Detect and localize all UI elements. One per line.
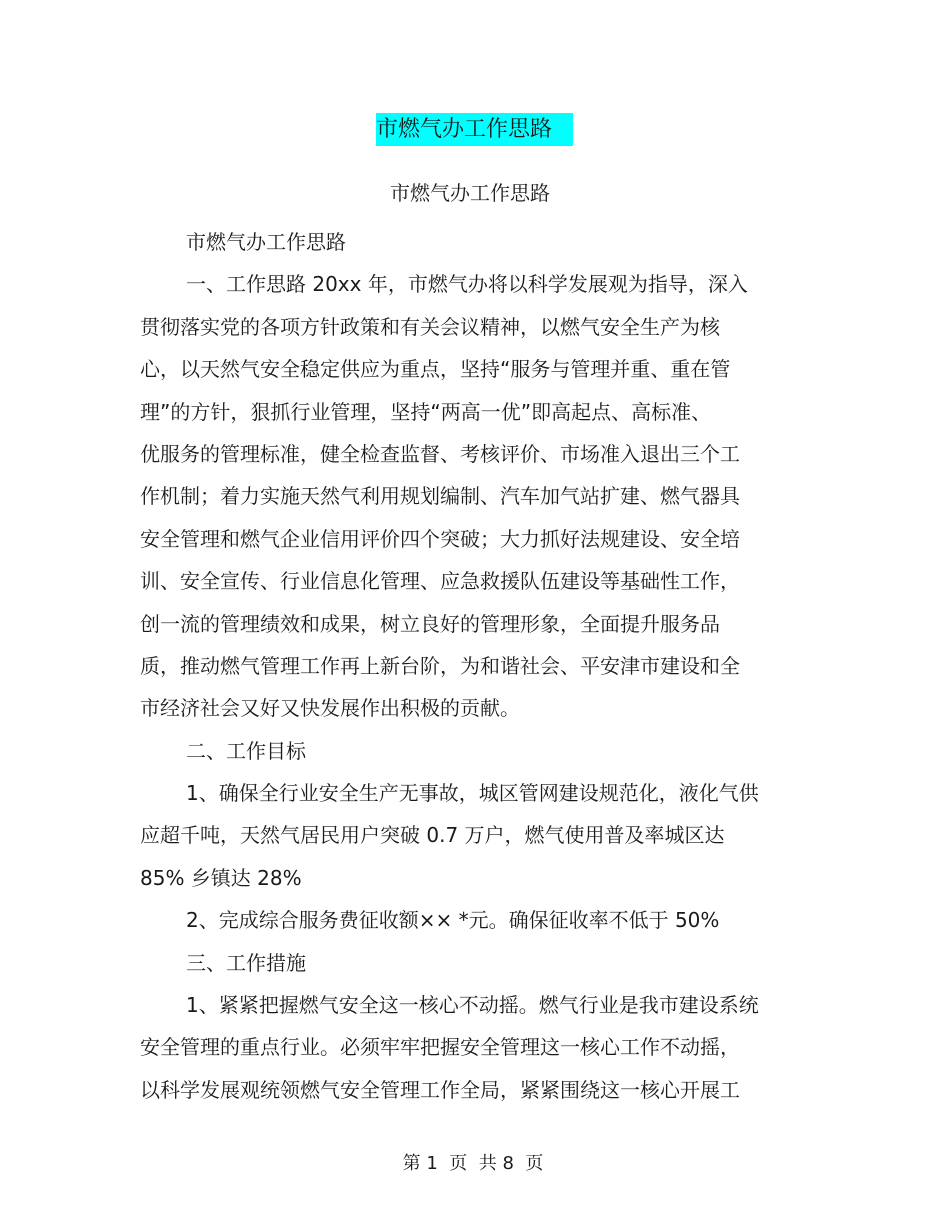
text-line: 二、工作目标: [186, 738, 306, 763]
text-line: 安全管理和燃气企业信用评价四个突破；大力抓好法规建设、安全培: [140, 526, 740, 551]
text-line: 理”的方针，狠抓行业管理，坚持“两高一优”即高起点、高标准、: [140, 399, 712, 424]
text-line: 应超千吨，天然气居民用户突破 0.7 万户，燃气使用普及率城区达: [140, 823, 725, 848]
text-line: 市经济社会又好又快发展作出积极的贡献。: [140, 696, 520, 721]
text-line: 质，推动燃气管理工作再上新台阶，为和谐社会、平安津市建设和全: [140, 653, 740, 678]
text-line: 以科学发展观统领燃气安全管理工作全局，紧紧围绕这一核心开展工: [140, 1077, 740, 1102]
text-line: 优服务的管理标准，健全检查监督、考核评价、市场准入退出三个工: [140, 441, 740, 466]
text-line: 训、安全宣传、行业信息化管理、应急救援队伍建设等基础性工作，: [140, 569, 740, 594]
document-subtitle: 市燃气办工作思路: [390, 181, 550, 205]
text-line: 三、工作措施: [186, 950, 306, 975]
text-line: 作机制；着力实施天然气利用规划编制、汽车加气站扩建、燃气器具: [140, 484, 740, 509]
highlighted-title-box: [376, 113, 573, 146]
text-line: 85% 乡镇达 28%: [140, 865, 302, 890]
text-line: 安全管理的重点行业。必须牢牢把握安全管理这一核心工作不动摇，: [140, 1035, 740, 1060]
page-footer: 第 1 页 共 8 页: [402, 1153, 544, 1174]
text-line: 市燃气办工作思路: [186, 230, 346, 254]
text-line: 1、确保全行业安全生产无事故，城区管网建设规范化，液化气供: [186, 781, 759, 806]
document-title: 市燃气办工作思路: [376, 117, 553, 142]
text-line: 创一流的管理绩效和成果，树立良好的管理形象，全面提升服务品: [140, 611, 720, 636]
text-line: 贯彻落实党的各项方针政策和有关会议精神，以燃气安全生产为核: [140, 314, 720, 339]
text-line: 心，以天然气安全稳定供应为重点，坚持“服务与管理并重、重在管: [140, 357, 731, 382]
document-body: [140, 221, 770, 1111]
text-line: 2、完成综合服务费征收额×× *元。确保征收率不低于 50%: [186, 908, 720, 933]
text-line: 1、紧紧把握燃气安全这一核心不动摇。燃气行业是我市建设系统: [186, 993, 759, 1018]
text-line: 一、工作思路 20xx 年，市燃气办将以科学发展观为指导，深入: [186, 272, 748, 297]
